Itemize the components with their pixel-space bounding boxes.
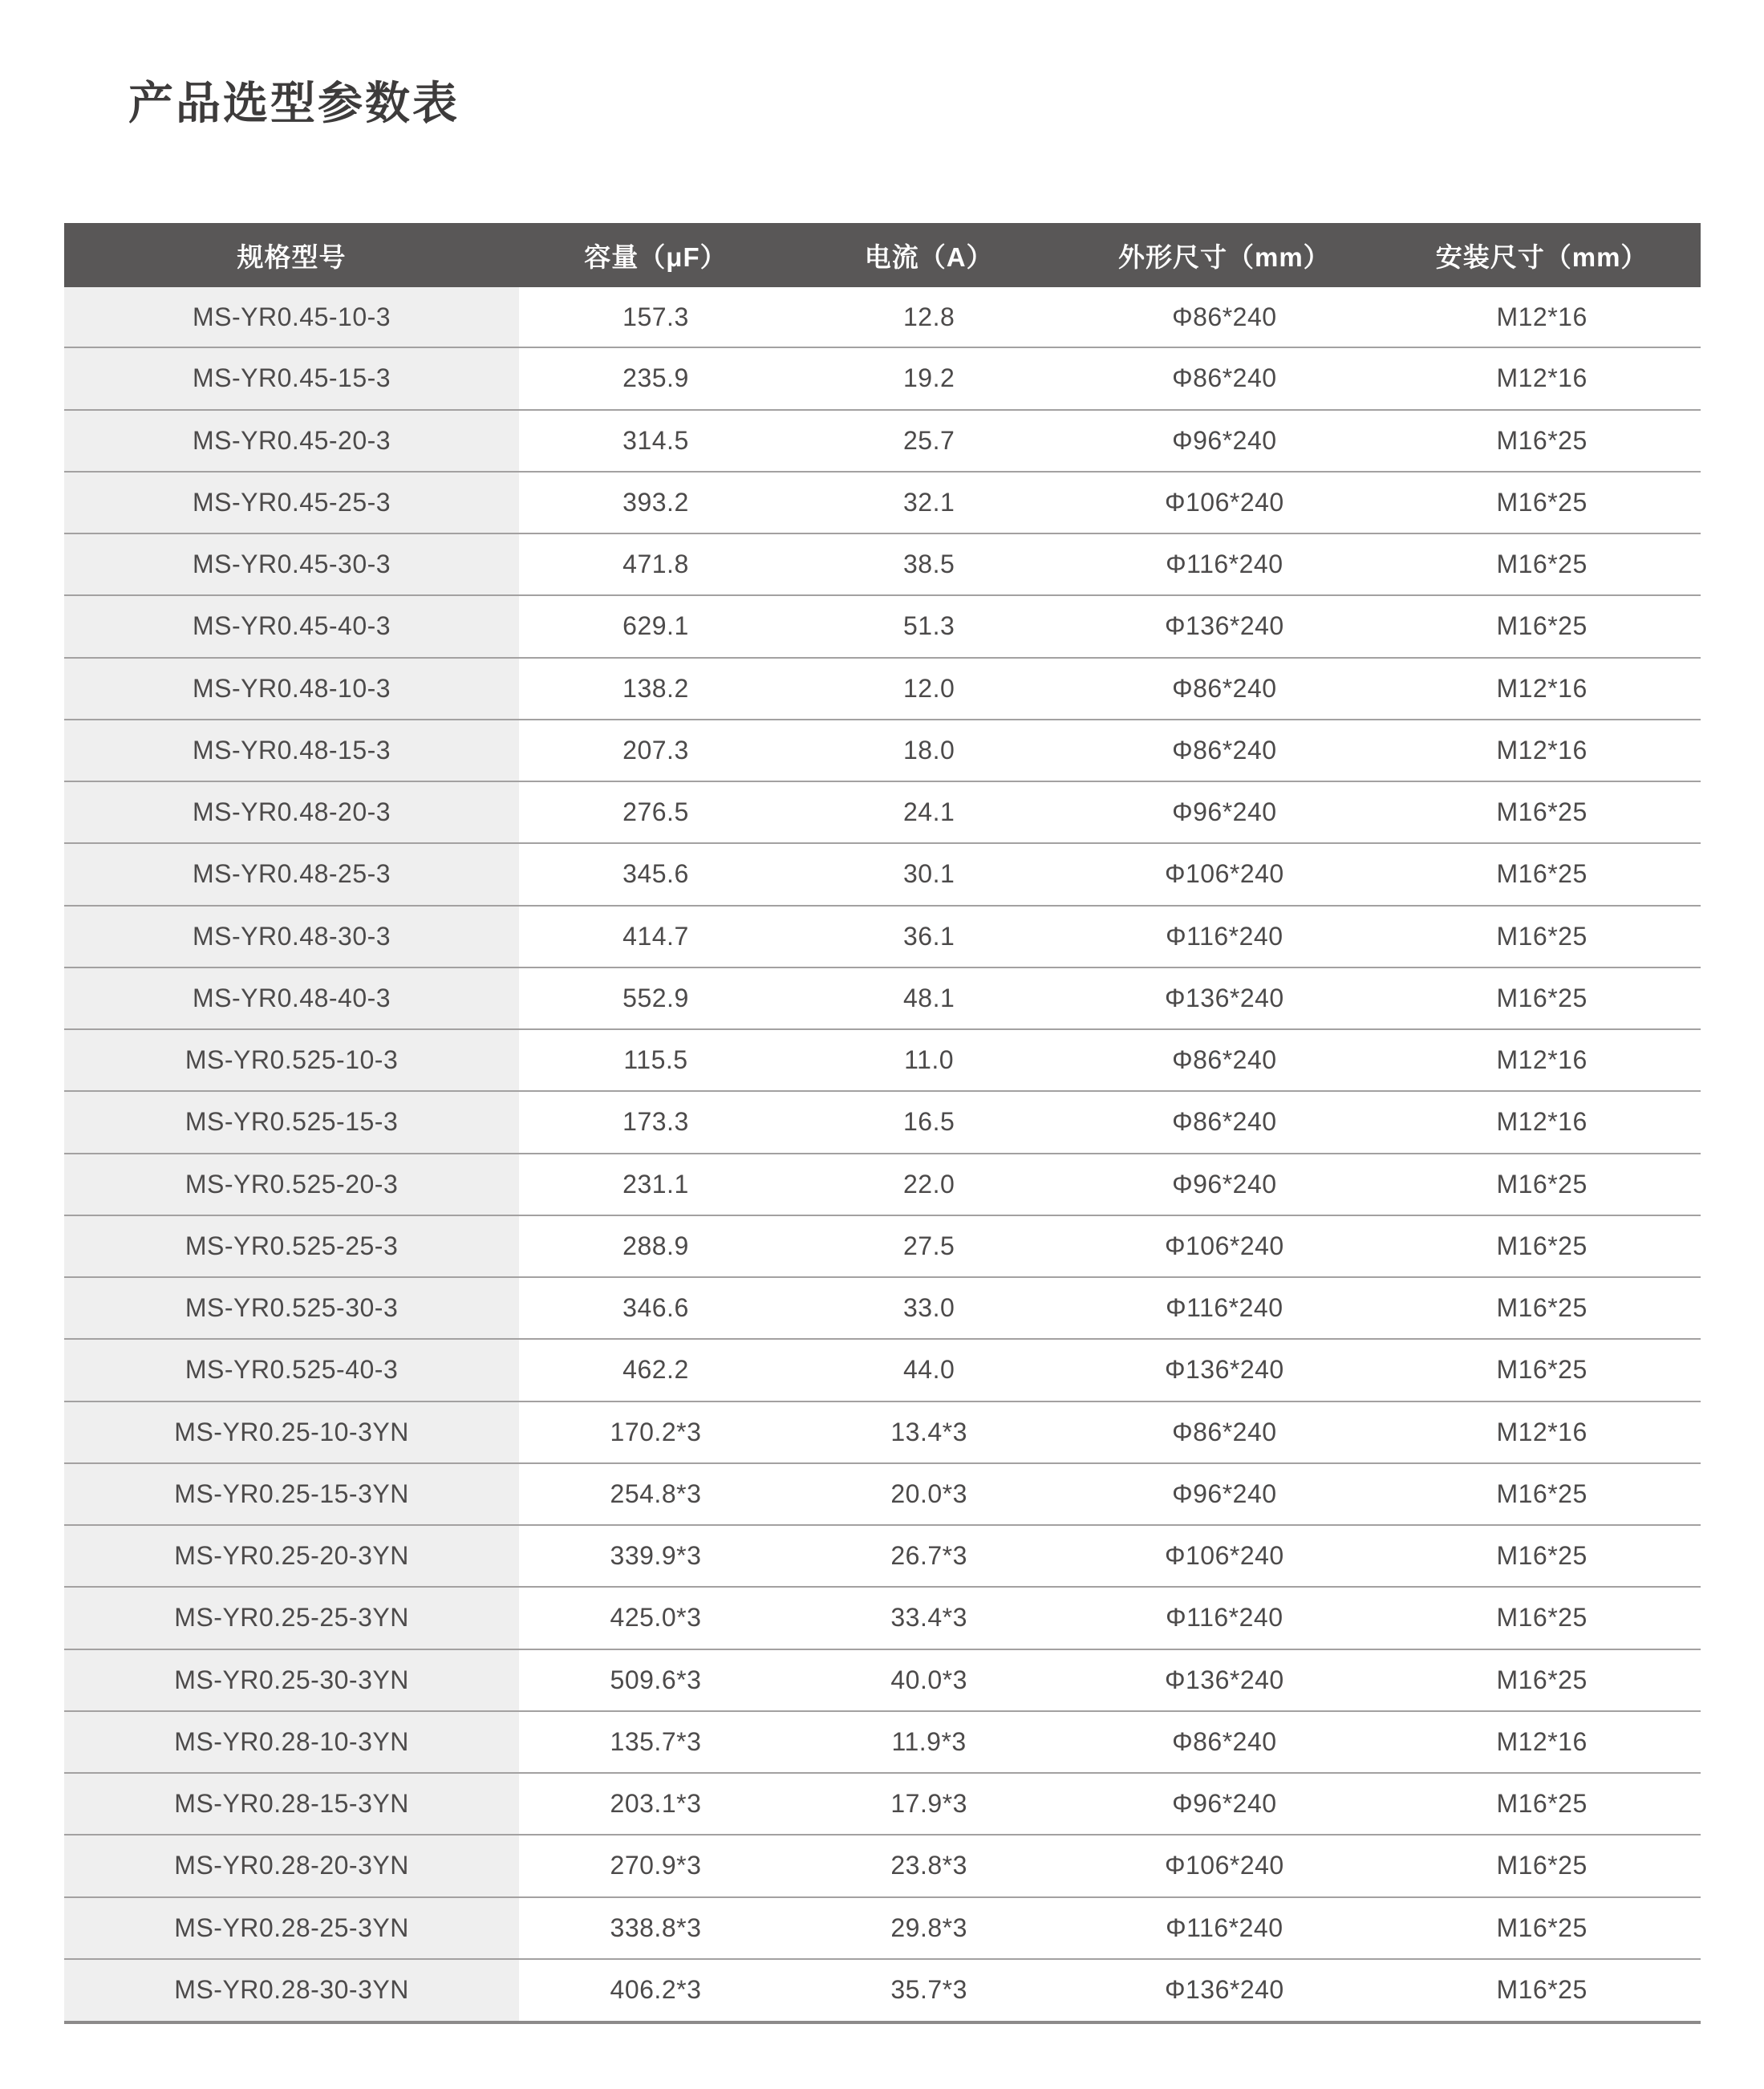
cell-capacity: 203.1*3 [519,1773,793,1835]
cell-dimensions: Φ106*240 [1065,472,1383,533]
cell-mounting: M16*25 [1383,1587,1701,1649]
cell-dimensions: Φ116*240 [1065,906,1383,967]
cell-mounting: M16*25 [1383,781,1701,843]
cell-capacity: 552.9 [519,967,793,1029]
cell-capacity: 345.6 [519,843,793,905]
cell-mounting: M12*16 [1383,1029,1701,1091]
cell-current: 48.1 [793,967,1066,1029]
table-row [64,1773,1701,1835]
cell-mounting: M16*25 [1383,410,1701,472]
table-row [64,967,1701,1029]
cell-current: 44.0 [793,1339,1066,1401]
cell-mounting: M12*16 [1383,1401,1701,1463]
cell-mounting: M16*25 [1383,967,1701,1029]
cell-current: 35.7*3 [793,1959,1066,2022]
cell-dimensions: Φ106*240 [1065,1525,1383,1587]
column-header-0: 规格型号 [64,223,519,287]
header-row [64,223,1701,287]
cell-mounting: M16*25 [1383,843,1701,905]
cell-dimensions: Φ96*240 [1065,1154,1383,1215]
table-row [64,781,1701,843]
cell-capacity: 462.2 [519,1339,793,1401]
cell-model: MS-YR0.28-30-3YN [64,1959,519,2022]
cell-capacity: 629.1 [519,595,793,657]
table-row [64,410,1701,472]
table-row [64,1959,1701,2022]
cell-dimensions: Φ136*240 [1065,967,1383,1029]
cell-mounting: M16*25 [1383,1959,1701,2022]
cell-model: MS-YR0.48-25-3 [64,843,519,905]
cell-dimensions: Φ116*240 [1065,1587,1383,1649]
table-row [64,347,1701,409]
cell-current: 11.9*3 [793,1711,1066,1773]
cell-model: MS-YR0.25-10-3YN [64,1401,519,1463]
cell-capacity: 276.5 [519,781,793,843]
table-row [64,472,1701,533]
cell-dimensions: Φ86*240 [1065,1029,1383,1091]
cell-model: MS-YR0.25-20-3YN [64,1525,519,1587]
cell-capacity: 509.6*3 [519,1649,793,1711]
table-row [64,1339,1701,1401]
cell-model: MS-YR0.48-20-3 [64,781,519,843]
cell-mounting: M16*25 [1383,1463,1701,1525]
table-row [64,287,1701,347]
cell-current: 24.1 [793,781,1066,843]
cell-mounting: M16*25 [1383,1339,1701,1401]
cell-capacity: 414.7 [519,906,793,967]
cell-mounting: M16*25 [1383,906,1701,967]
cell-current: 22.0 [793,1154,1066,1215]
cell-dimensions: Φ96*240 [1065,1463,1383,1525]
table-row [64,1401,1701,1463]
spec-table [64,223,1701,2024]
cell-mounting: M12*16 [1383,720,1701,781]
cell-dimensions: Φ106*240 [1065,1835,1383,1896]
table-row [64,1711,1701,1773]
cell-dimensions: Φ136*240 [1065,1959,1383,2022]
table-row [64,1587,1701,1649]
cell-model: MS-YR0.45-20-3 [64,410,519,472]
table-row [64,1525,1701,1587]
cell-current: 27.5 [793,1215,1066,1277]
column-header-4: 安装尺寸（mm） [1383,223,1701,287]
page-title: 产品选型参数表 [128,78,460,128]
cell-current: 51.3 [793,595,1066,657]
cell-model: MS-YR0.525-20-3 [64,1154,519,1215]
cell-current: 11.0 [793,1029,1066,1091]
cell-dimensions: Φ136*240 [1065,1339,1383,1401]
cell-dimensions: Φ106*240 [1065,843,1383,905]
table-row [64,720,1701,781]
cell-capacity: 288.9 [519,1215,793,1277]
cell-model: MS-YR0.48-30-3 [64,906,519,967]
cell-dimensions: Φ136*240 [1065,595,1383,657]
cell-mounting: M16*25 [1383,1835,1701,1896]
cell-mounting: M16*25 [1383,533,1701,595]
cell-capacity: 406.2*3 [519,1959,793,2022]
table-row [64,1649,1701,1711]
cell-capacity: 270.9*3 [519,1835,793,1896]
cell-capacity: 471.8 [519,533,793,595]
column-header-3: 外形尺寸（mm） [1065,223,1383,287]
cell-current: 26.7*3 [793,1525,1066,1587]
cell-mounting: M12*16 [1383,658,1701,720]
cell-current: 19.2 [793,347,1066,409]
cell-mounting: M16*25 [1383,1215,1701,1277]
cell-mounting: M16*25 [1383,1773,1701,1835]
cell-capacity: 207.3 [519,720,793,781]
cell-model: MS-YR0.25-30-3YN [64,1649,519,1711]
cell-dimensions: Φ96*240 [1065,781,1383,843]
table-row [64,533,1701,595]
table-row [64,658,1701,720]
cell-capacity: 231.1 [519,1154,793,1215]
cell-dimensions: Φ116*240 [1065,1277,1383,1339]
cell-model: MS-YR0.525-10-3 [64,1029,519,1091]
cell-current: 33.4*3 [793,1587,1066,1649]
table-row [64,1029,1701,1091]
cell-dimensions: Φ96*240 [1065,1773,1383,1835]
cell-current: 40.0*3 [793,1649,1066,1711]
spec-table-container [64,223,1701,2024]
spec-table-header [64,223,1701,287]
spec-table-body [64,287,1701,2022]
cell-capacity: 425.0*3 [519,1587,793,1649]
cell-current: 16.5 [793,1091,1066,1153]
cell-dimensions: Φ86*240 [1065,658,1383,720]
cell-current: 13.4*3 [793,1401,1066,1463]
cell-current: 23.8*3 [793,1835,1066,1896]
cell-mounting: M12*16 [1383,287,1701,347]
cell-mounting: M12*16 [1383,1091,1701,1153]
cell-model: MS-YR0.28-20-3YN [64,1835,519,1896]
cell-dimensions: Φ86*240 [1065,1401,1383,1463]
cell-capacity: 346.6 [519,1277,793,1339]
column-header-2: 电流（A） [793,223,1066,287]
table-row [64,1277,1701,1339]
cell-mounting: M12*16 [1383,1711,1701,1773]
cell-current: 17.9*3 [793,1773,1066,1835]
cell-capacity: 339.9*3 [519,1525,793,1587]
cell-capacity: 235.9 [519,347,793,409]
cell-dimensions: Φ106*240 [1065,1215,1383,1277]
cell-mounting: M16*25 [1383,1525,1701,1587]
table-row [64,1091,1701,1153]
cell-mounting: M16*25 [1383,1649,1701,1711]
cell-model: MS-YR0.525-30-3 [64,1277,519,1339]
cell-capacity: 115.5 [519,1029,793,1091]
table-row [64,843,1701,905]
cell-capacity: 173.3 [519,1091,793,1153]
cell-current: 12.8 [793,287,1066,347]
cell-current: 12.0 [793,658,1066,720]
cell-capacity: 135.7*3 [519,1711,793,1773]
table-row [64,1835,1701,1896]
cell-dimensions: Φ86*240 [1065,347,1383,409]
cell-current: 32.1 [793,472,1066,533]
cell-model: MS-YR0.25-15-3YN [64,1463,519,1525]
cell-mounting: M16*25 [1383,595,1701,657]
cell-dimensions: Φ116*240 [1065,533,1383,595]
cell-mounting: M16*25 [1383,1897,1701,1959]
cell-current: 30.1 [793,843,1066,905]
cell-current: 18.0 [793,720,1066,781]
cell-dimensions: Φ86*240 [1065,1711,1383,1773]
cell-current: 33.0 [793,1277,1066,1339]
cell-model: MS-YR0.28-25-3YN [64,1897,519,1959]
cell-capacity: 338.8*3 [519,1897,793,1959]
cell-model: MS-YR0.45-40-3 [64,595,519,657]
cell-model: MS-YR0.525-40-3 [64,1339,519,1401]
cell-mounting: M16*25 [1383,1277,1701,1339]
cell-capacity: 314.5 [519,410,793,472]
cell-current: 38.5 [793,533,1066,595]
cell-capacity: 393.2 [519,472,793,533]
cell-capacity: 138.2 [519,658,793,720]
cell-current: 20.0*3 [793,1463,1066,1525]
cell-model: MS-YR0.48-40-3 [64,967,519,1029]
cell-dimensions: Φ86*240 [1065,287,1383,347]
cell-capacity: 157.3 [519,287,793,347]
cell-mounting: M16*25 [1383,1154,1701,1215]
cell-mounting: M12*16 [1383,347,1701,409]
table-row [64,1215,1701,1277]
cell-model: MS-YR0.525-25-3 [64,1215,519,1277]
cell-model: MS-YR0.48-15-3 [64,720,519,781]
cell-current: 25.7 [793,410,1066,472]
cell-current: 29.8*3 [793,1897,1066,1959]
cell-model: MS-YR0.45-15-3 [64,347,519,409]
cell-current: 36.1 [793,906,1066,967]
cell-model: MS-YR0.45-25-3 [64,472,519,533]
table-row [64,595,1701,657]
table-row [64,906,1701,967]
cell-mounting: M16*25 [1383,472,1701,533]
cell-dimensions: Φ86*240 [1065,720,1383,781]
table-row [64,1154,1701,1215]
cell-capacity: 170.2*3 [519,1401,793,1463]
cell-model: MS-YR0.45-30-3 [64,533,519,595]
cell-dimensions: Φ86*240 [1065,1091,1383,1153]
cell-model: MS-YR0.28-15-3YN [64,1773,519,1835]
table-row [64,1897,1701,1959]
cell-capacity: 254.8*3 [519,1463,793,1525]
cell-model: MS-YR0.25-25-3YN [64,1587,519,1649]
column-header-1: 容量（μF） [519,223,793,287]
cell-model: MS-YR0.28-10-3YN [64,1711,519,1773]
table-row [64,1463,1701,1525]
cell-dimensions: Φ116*240 [1065,1897,1383,1959]
cell-model: MS-YR0.45-10-3 [64,287,519,347]
cell-dimensions: Φ96*240 [1065,410,1383,472]
cell-model: MS-YR0.525-15-3 [64,1091,519,1153]
cell-dimensions: Φ136*240 [1065,1649,1383,1711]
cell-model: MS-YR0.48-10-3 [64,658,519,720]
